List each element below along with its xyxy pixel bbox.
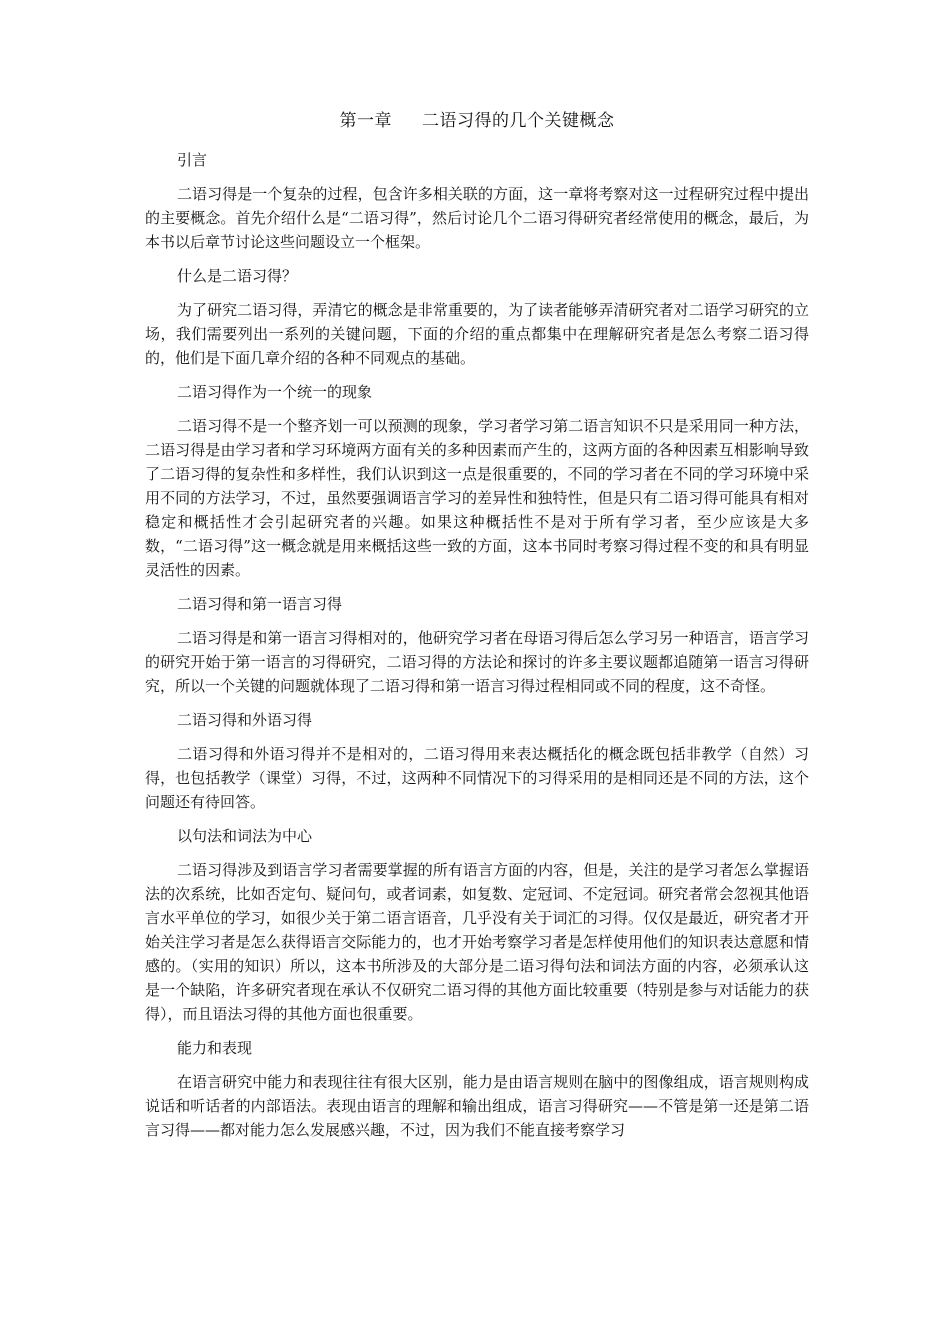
section-body-foreign-language: 二语习得和外语习得并不是相对的，二语习得用来表达概括化的概念既包括非教学（自然）习得，也包括教学（课堂）习得，不过，这两种不同情况下的习得采用的是相同还是不同的方法，这个问题还有待回答。 [145, 745, 809, 811]
chapter-name: 二语习得的几个关键概念 [422, 111, 615, 131]
section-body-syntax-morphology: 二语习得涉及到语言学习者需要掌握的所有语言方面的内容，但是，关注的是学习者怎么掌握语法的次系统，比如否定句、疑问句，或者词素，如复数、定冠词、不定冠词。研究者常会忽视其他语言水平单位的学习，如很少关于第二语言语音，几乎没有关于词汇的习得。仅仅是最近，研究者才开始关注学习者是怎么获得语言交际能力的，也才开始考察学习者是怎样使用他们的知识表达意愿和情感的。（实用的知识）所以，这本书所涉及的大部分是二语习得句法和词法方面的内容，必须承认这是一个缺陷，许多研究者现在承认不仅研究二语习得的其他方面比较重要（特别是参与对话能力的获得），而且语法习得的其他方面也很重要。 [145, 861, 809, 1023]
section-body-introduction: 二语习得是一个复杂的过程，包含许多相关联的方面，这一章将考察对这一过程研究过程中提出的主要概念。首先介绍什么是“二语习得”，然后讨论几个二语习得研究者经常使用的概念，最后，为本书以后章节讨论这些问题设立一个框架。 [145, 185, 809, 251]
section-heading-what-is-sla: 什么是二语习得？ [177, 267, 298, 285]
section-body-first-language: 二语习得是和第一语言习得相对的，他研究学习者在母语习得后怎么学习另一种语言，语言学习的研究开始于第一语言的习得研究，二语习得的方法论和探讨的许多主要议题都追随第一语言习得研究，所以一个关键的问题就体现了二语习得和第一语言习得过程相同或不同的程度，这不奇怪。 [145, 629, 809, 695]
section-heading-uniform-phenomenon: 二语习得作为一个统一的现象 [177, 383, 373, 401]
section-heading-foreign-language: 二语习得和外语习得 [177, 711, 313, 729]
section-heading-first-language: 二语习得和第一语言习得 [177, 595, 343, 613]
section-heading-syntax-morphology: 以句法和词法为中心 [177, 827, 313, 845]
section-body-competence-performance: 在语言研究中能力和表现往往有很大区别，能力是由语言规则在脑中的图像组成，语言规则构成说话和听话者的内部语法。表现由语言的理解和输出组成，语言习得研究——不管是第一还是第二语言习得——都对能力怎么发展感兴趣，不过，因为我们不能直接考察学习 [145, 1073, 809, 1139]
document-page [145, 108, 809, 1152]
section-heading-competence-performance: 能力和表现 [177, 1039, 253, 1057]
section-heading-introduction: 引言 [177, 151, 208, 169]
chapter-label: 第一章 [339, 111, 392, 131]
section-body-uniform-phenomenon: 二语习得不是一个整齐划一可以预测的现象，学习者学习第二语言知识不只是采用同一种方法，二语习得是由学习者和学习环境两方面有关的多种因素而产生的，这两方面的各种因素互相影响导致了二语习得的复杂性和多样性，我们认识到这一点是很重要的，不同的学习者在不同的学习环境中采用不同的方法学习，不过，虽然要强调语言学习的差异性和独特性，但是只有二语习得可能具有相对稳定和概括性才会引起研究者的兴趣。如果这种概括性不是对于所有学习者，至少应该是大多数，“二语习得”这一概念就是用来概括这些一致的方面，这本书同时考察习得过程不变的和具有明显灵活性的因素。 [145, 417, 809, 579]
chapter-title [145, 108, 809, 134]
section-body-what-is-sla: 为了研究二语习得，弄清它的概念是非常重要的，为了读者能够弄清研究者对二语学习研究的立场，我们需要列出一系列的关键问题，下面的介绍的重点都集中在理解研究者是怎么考察二语习得的，他们是下面几章介绍的各种不同观点的基础。 [145, 301, 809, 367]
